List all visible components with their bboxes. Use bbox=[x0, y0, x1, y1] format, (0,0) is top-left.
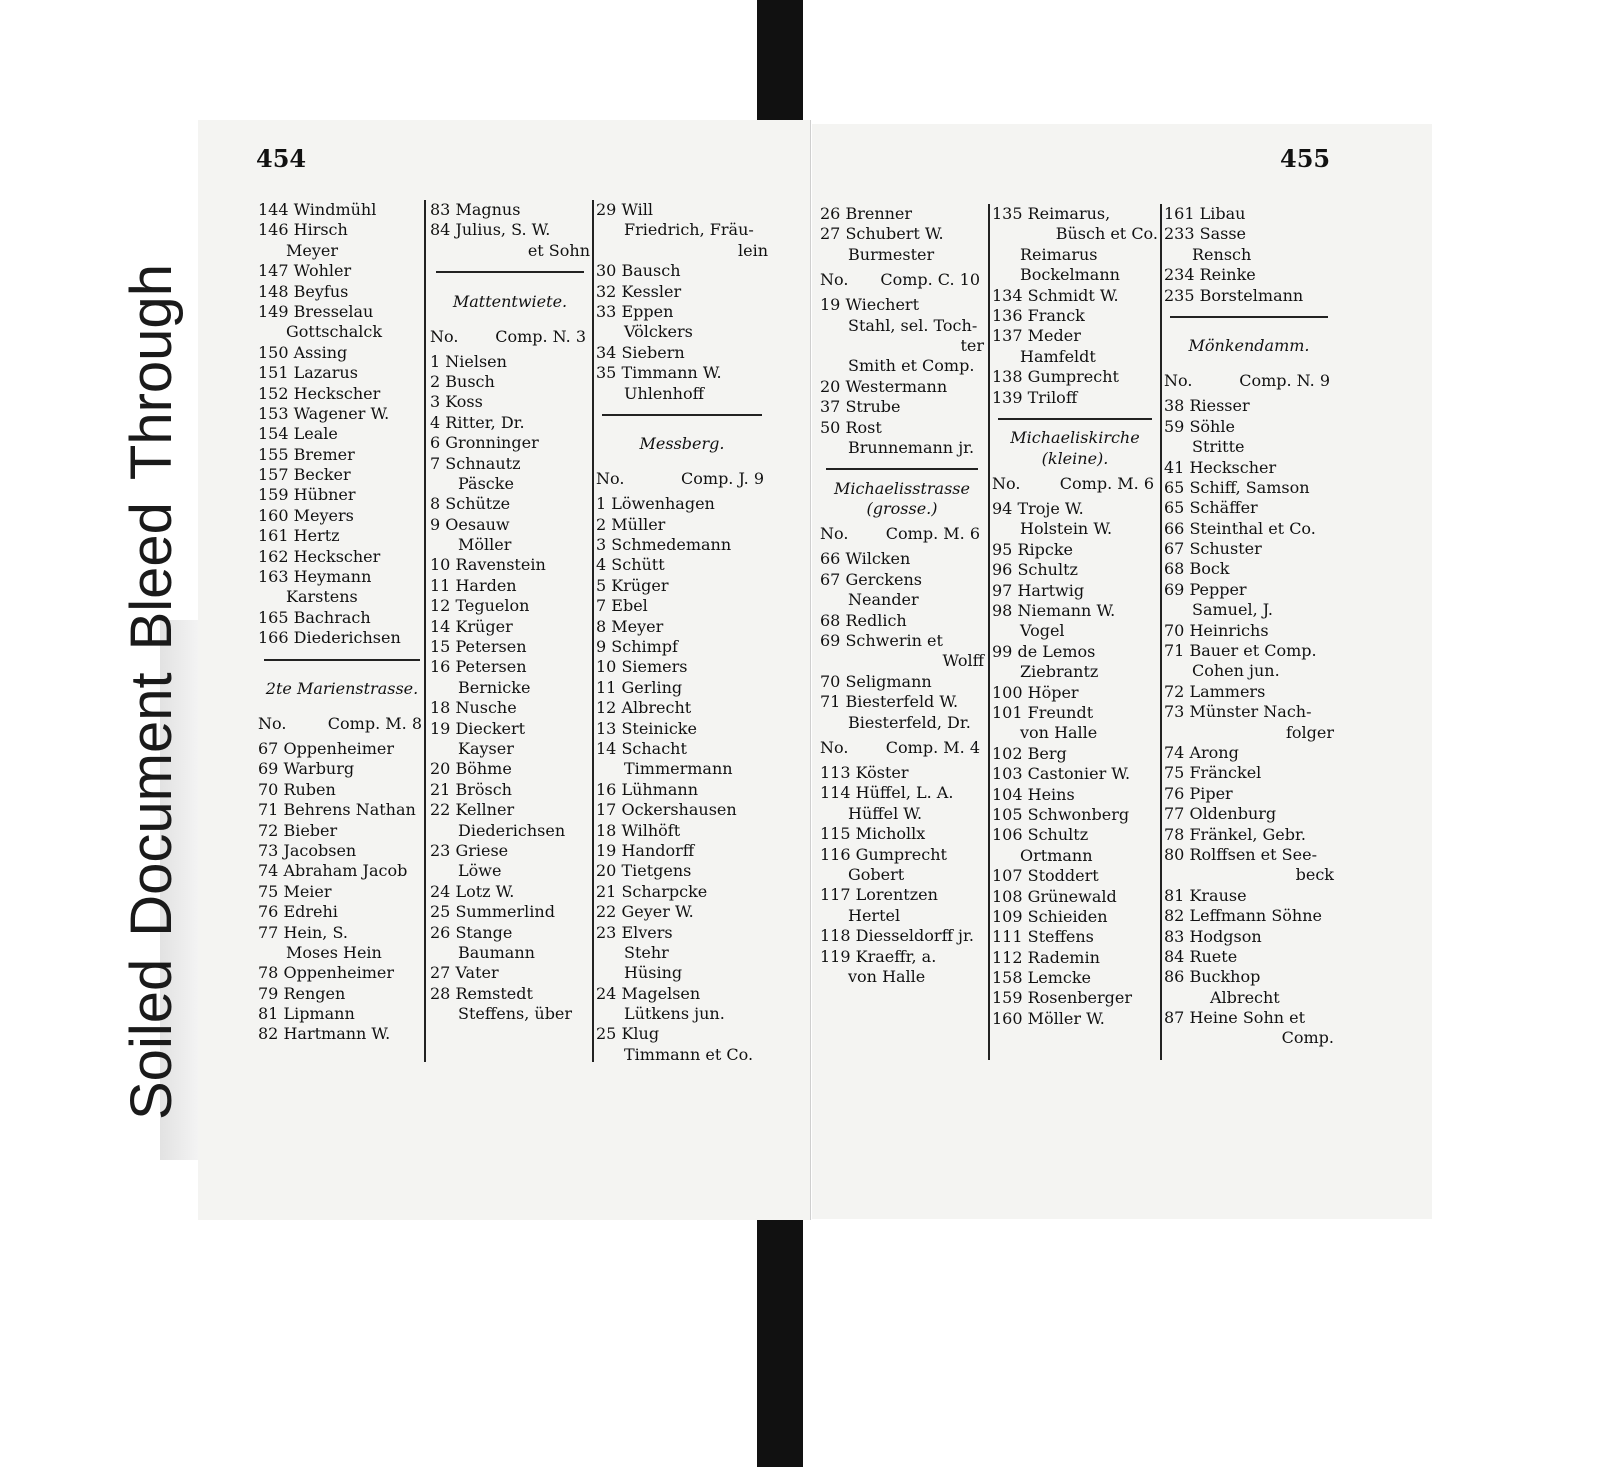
resident-continuation: Völckers bbox=[624, 322, 693, 342]
left-page bbox=[198, 120, 811, 1220]
resident-entry: 32 Kessler bbox=[596, 281, 682, 301]
resident-entry: 22 Kellner bbox=[430, 800, 515, 820]
resident-continuation: Baumann bbox=[458, 942, 535, 962]
resident-entry: 76 Piper bbox=[1164, 783, 1233, 803]
street-heading: Messberg. bbox=[639, 434, 725, 454]
resident-entry: 152 Heckscher bbox=[258, 383, 381, 403]
resident-entry: 7 Schnautz bbox=[430, 453, 521, 473]
resident-continuation: Biesterfeld, Dr. bbox=[848, 712, 971, 732]
company-header bbox=[430, 322, 590, 352]
resident-continuation: Möller bbox=[458, 535, 512, 555]
stamp-word: Through bbox=[119, 264, 184, 481]
resident-entry: 66 Wilcken bbox=[820, 549, 911, 569]
resident-continuation: Albrecht bbox=[1210, 987, 1280, 1007]
resident-entry: 135 Reimarus, bbox=[992, 204, 1111, 223]
resident-entry: 1 Nielsen bbox=[430, 351, 507, 371]
stamp-word: Document bbox=[119, 672, 184, 937]
resident-entry: 96 Schultz bbox=[992, 560, 1078, 580]
resident-entry: 10 Siemers bbox=[596, 657, 688, 677]
resident-entry: 74 Abraham Jacob bbox=[258, 861, 408, 881]
resident-entry: 18 Nusche bbox=[430, 698, 517, 718]
resident-continuation: folger bbox=[1285, 722, 1334, 742]
company-code: Comp. M. 6 bbox=[1059, 474, 1154, 494]
directory-column bbox=[992, 204, 1158, 1029]
resident-entry: 3 Schmedemann bbox=[596, 535, 732, 555]
resident-entry: 19 Dieckert bbox=[430, 718, 526, 738]
resident-entry: 2 Müller bbox=[596, 514, 666, 534]
resident-continuation: lein bbox=[737, 240, 768, 260]
resident-continuation: Hertel bbox=[848, 905, 901, 925]
resident-entry: 98 Niemann W. bbox=[992, 601, 1116, 621]
resident-continuation: von Halle bbox=[1020, 723, 1098, 743]
company-header bbox=[820, 265, 984, 295]
resident-entry: 35 Timmann W. bbox=[596, 363, 722, 383]
resident-continuation: Lütkens jun. bbox=[624, 1004, 725, 1024]
number-label: No. bbox=[258, 713, 287, 733]
resident-entry: 23 Griese bbox=[430, 840, 509, 860]
resident-entry: 71 Behrens Nathan bbox=[258, 800, 416, 820]
company-code: Comp. N. 9 bbox=[1239, 371, 1330, 391]
resident-entry: 151 Lazarus bbox=[258, 363, 358, 383]
resident-entry: 158 Lemcke bbox=[992, 968, 1092, 988]
resident-entry: 103 Castonier W. bbox=[992, 764, 1131, 784]
resident-entry: 8 Schütze bbox=[430, 494, 511, 514]
resident-entry: 161 Libau bbox=[1164, 204, 1246, 223]
resident-entry: 33 Eppen bbox=[596, 301, 674, 321]
resident-entry: 15 Petersen bbox=[430, 637, 527, 657]
resident-entry: 84 Julius, S. W. bbox=[430, 220, 551, 240]
resident-entry: 118 Diesseldorff jr. bbox=[820, 926, 974, 946]
resident-continuation: Timmermann bbox=[624, 759, 733, 779]
resident-entry: 146 Hirsch bbox=[258, 220, 348, 240]
resident-entry: 78 Oppenheimer bbox=[258, 963, 394, 983]
resident-entry: 69 Pepper bbox=[1164, 579, 1247, 599]
resident-entry: 11 Gerling bbox=[596, 677, 683, 697]
resident-entry: 41 Heckscher bbox=[1164, 457, 1277, 477]
resident-entry: 155 Bremer bbox=[258, 444, 355, 464]
resident-entry: 166 Diederichsen bbox=[258, 628, 401, 648]
directory-column bbox=[430, 200, 590, 1024]
resident-continuation: Rensch bbox=[1192, 244, 1252, 264]
resident-entry: 7 Ebel bbox=[596, 596, 648, 616]
resident-entry: 65 Schiff, Samson bbox=[1164, 477, 1310, 497]
resident-entry: 106 Schultz bbox=[992, 825, 1089, 845]
resident-entry: 73 Jacobsen bbox=[258, 840, 357, 860]
street-heading: 2te Marienstrasse. bbox=[265, 678, 419, 698]
resident-entry: 81 Krause bbox=[1164, 885, 1247, 905]
resident-entry: 94 Troje W. bbox=[992, 499, 1084, 519]
resident-entry: 20 Tietgens bbox=[596, 861, 692, 881]
resident-entry: 3 Koss bbox=[430, 392, 483, 412]
resident-entry: 99 de Lemos bbox=[992, 641, 1096, 661]
resident-entry: 4 Schütt bbox=[596, 555, 665, 575]
resident-entry: 116 Gumprecht bbox=[820, 844, 947, 864]
resident-continuation: Wolff bbox=[942, 651, 984, 671]
resident-entry: 76 Edrehi bbox=[258, 902, 338, 922]
resident-entry: 160 Meyers bbox=[258, 505, 354, 525]
resident-continuation: Hüsing bbox=[624, 963, 683, 983]
page-number: 455 bbox=[1280, 144, 1331, 173]
resident-entry: 107 Stoddert bbox=[992, 866, 1099, 886]
company-header bbox=[1164, 366, 1334, 396]
resident-entry: 70 Seligmann bbox=[820, 671, 932, 691]
number-label: No. bbox=[1164, 371, 1193, 391]
resident-entry: 24 Lotz W. bbox=[430, 881, 515, 901]
number-label: No. bbox=[820, 270, 849, 290]
street-heading: Michaeliskirche (kleine). bbox=[1010, 428, 1140, 468]
resident-entry: 68 Redlich bbox=[820, 610, 907, 630]
resident-continuation: Holstein W. bbox=[1020, 519, 1113, 539]
directory-column bbox=[1164, 204, 1334, 1049]
resident-entry: 138 Gumprecht bbox=[992, 367, 1119, 387]
resident-entry: 83 Hodgson bbox=[1164, 926, 1262, 946]
resident-entry: 75 Fränckel bbox=[1164, 763, 1262, 783]
resident-entry: 78 Fränkel, Gebr. bbox=[1164, 824, 1306, 844]
resident-entry: 8 Meyer bbox=[596, 616, 664, 636]
resident-entry: 82 Leffmann Söhne bbox=[1164, 906, 1322, 926]
resident-continuation: Diederichsen bbox=[458, 820, 566, 840]
resident-entry: 70 Ruben bbox=[258, 779, 336, 799]
resident-continuation: Bernicke bbox=[458, 677, 531, 697]
resident-entry: 83 Magnus bbox=[430, 200, 521, 219]
column-divider bbox=[1160, 204, 1162, 1060]
company-code: Comp. M. 4 bbox=[885, 738, 980, 757]
resident-entry: 148 Beyfus bbox=[258, 281, 349, 301]
section-rule bbox=[1164, 306, 1334, 326]
resident-continuation: Vogel bbox=[1020, 621, 1065, 641]
resident-entry: 25 Klug bbox=[596, 1024, 660, 1044]
resident-entry: 20 Westermann bbox=[820, 376, 948, 396]
resident-entry: 6 Gronninger bbox=[430, 433, 539, 453]
resident-continuation: Päscke bbox=[458, 473, 514, 493]
company-header bbox=[820, 733, 984, 763]
resident-entry: 21 Brösch bbox=[430, 779, 512, 799]
section-rule bbox=[430, 261, 590, 281]
right-page bbox=[812, 124, 1432, 1219]
resident-entry: 74 Arong bbox=[1164, 742, 1239, 762]
company-code: Comp. M. 8 bbox=[327, 713, 422, 733]
resident-entry: 68 Bock bbox=[1164, 559, 1230, 579]
number-label: No. bbox=[820, 524, 849, 544]
resident-entry: 159 Hübner bbox=[258, 485, 356, 505]
number-label: No. bbox=[430, 326, 459, 346]
resident-entry: 72 Bieber bbox=[258, 820, 338, 840]
resident-continuation: Steffens, über bbox=[458, 1004, 573, 1024]
resident-continuation: Büsch et Co. bbox=[1055, 224, 1158, 244]
resident-entry: 50 Rost bbox=[820, 417, 882, 437]
resident-continuation: ter bbox=[960, 335, 984, 355]
resident-continuation: Bockelmann bbox=[1020, 265, 1120, 285]
resident-entry: 159 Rosenberger bbox=[992, 988, 1133, 1008]
stamp-word: Soiled bbox=[119, 958, 184, 1120]
resident-entry: 75 Meier bbox=[258, 881, 332, 901]
resident-continuation: beck bbox=[1295, 865, 1334, 885]
resident-entry: 67 Oppenheimer bbox=[258, 738, 394, 758]
resident-continuation: et Sohn bbox=[527, 240, 590, 260]
resident-entry: 100 Höper bbox=[992, 682, 1079, 702]
resident-continuation: Gottschalck bbox=[286, 322, 383, 342]
resident-continuation: Ortmann bbox=[1020, 845, 1093, 865]
resident-entry: 9 Oesauw bbox=[430, 514, 510, 534]
resident-entry: 19 Handorff bbox=[596, 840, 695, 860]
company-header bbox=[992, 469, 1158, 499]
number-label: No. bbox=[820, 738, 849, 757]
resident-entry: 16 Lühmann bbox=[596, 779, 698, 799]
resident-entry: 73 Münster Nach- bbox=[1164, 702, 1312, 722]
resident-entry: 147 Wohler bbox=[258, 261, 352, 281]
resident-entry: 17 Ockershausen bbox=[596, 800, 737, 820]
page-number: 454 bbox=[256, 144, 307, 173]
street-heading: Mönkendamm. bbox=[1188, 336, 1310, 356]
resident-entry: 28 Remstedt bbox=[430, 983, 533, 1003]
company-code: Comp. M. 6 bbox=[885, 524, 980, 544]
resident-entry: 34 Siebern bbox=[596, 342, 685, 362]
section-rule bbox=[258, 649, 426, 669]
resident-entry: 22 Geyer W. bbox=[596, 902, 694, 922]
resident-entry: 65 Schäffer bbox=[1164, 498, 1258, 518]
resident-entry: 71 Biesterfeld W. bbox=[820, 692, 959, 712]
resident-entry: 9 Schimpf bbox=[596, 637, 678, 657]
column-divider bbox=[988, 204, 990, 1060]
resident-continuation: Samuel, J. bbox=[1192, 600, 1273, 620]
resident-continuation: Neander bbox=[848, 590, 919, 610]
resident-entry: 77 Oldenburg bbox=[1164, 804, 1277, 824]
resident-continuation: Comp. bbox=[1281, 1028, 1334, 1048]
street-heading: Mattentwiete. bbox=[452, 291, 568, 311]
resident-entry: 115 Michollx bbox=[820, 824, 926, 844]
resident-entry: 144 Windmühl bbox=[258, 200, 377, 219]
resident-continuation: Moses Hein bbox=[286, 942, 382, 962]
resident-continuation: Stahl, sel. Toch- bbox=[848, 315, 978, 335]
resident-entry: 149 Bresselau bbox=[258, 301, 374, 321]
column-divider bbox=[592, 200, 594, 1062]
resident-continuation: Gobert bbox=[848, 864, 905, 884]
resident-continuation: Reimarus bbox=[1020, 244, 1098, 264]
resident-entry: 14 Krüger bbox=[430, 616, 513, 636]
resident-entry: 114 Hüffel, L. A. bbox=[820, 783, 954, 803]
resident-entry: 67 Schuster bbox=[1164, 539, 1262, 559]
resident-entry: 23 Elvers bbox=[596, 922, 673, 942]
resident-entry: 150 Assing bbox=[258, 342, 348, 362]
resident-entry: 86 Buckhop bbox=[1164, 967, 1261, 987]
resident-entry: 165 Bachrach bbox=[258, 607, 371, 627]
resident-entry: 72 Lammers bbox=[1164, 681, 1266, 701]
resident-entry: 162 Heckscher bbox=[258, 546, 381, 566]
stamp-word: Bleed bbox=[119, 502, 184, 651]
resident-continuation: Burmester bbox=[848, 244, 935, 264]
company-header bbox=[258, 709, 426, 739]
resident-entry: 113 Köster bbox=[820, 763, 909, 782]
resident-entry: 153 Wagener W. bbox=[258, 403, 390, 423]
resident-entry: 70 Heinrichs bbox=[1164, 620, 1269, 640]
resident-entry: 82 Hartmann W. bbox=[258, 1024, 391, 1044]
resident-entry: 97 Hartwig bbox=[992, 580, 1085, 600]
resident-continuation: Friedrich, Fräu- bbox=[624, 220, 754, 240]
resident-continuation: Brunnemann jr. bbox=[848, 437, 975, 457]
resident-entry: 108 Grünewald bbox=[992, 886, 1117, 906]
gutter-binding-bottom bbox=[757, 1198, 803, 1467]
resident-entry: 95 Ripcke bbox=[992, 539, 1073, 559]
resident-entry: 119 Kraeffr, a. bbox=[820, 946, 937, 966]
resident-entry: 12 Albrecht bbox=[596, 698, 692, 718]
resident-entry: 84 Ruete bbox=[1164, 946, 1238, 966]
resident-entry: 163 Heymann bbox=[258, 567, 372, 587]
resident-entry: 11 Harden bbox=[430, 575, 517, 595]
resident-entry: 102 Berg bbox=[992, 743, 1067, 763]
resident-entry: 77 Hein, S. bbox=[258, 922, 348, 942]
resident-entry: 160 Möller W. bbox=[992, 1008, 1105, 1028]
resident-continuation: Meyer bbox=[286, 240, 339, 260]
resident-entry: 101 Freundt bbox=[992, 703, 1094, 722]
resident-continuation: von Halle bbox=[848, 966, 926, 986]
resident-entry: 134 Schmidt W. bbox=[992, 285, 1119, 305]
resident-continuation: Karstens bbox=[286, 587, 358, 607]
resident-entry: 12 Teguelon bbox=[430, 596, 530, 616]
resident-entry: 30 Bausch bbox=[596, 261, 681, 281]
resident-continuation: Stritte bbox=[1192, 437, 1245, 457]
resident-entry: 10 Ravenstein bbox=[430, 555, 546, 575]
resident-entry: 71 Bauer et Comp. bbox=[1164, 641, 1317, 661]
resident-continuation: Cohen jun. bbox=[1192, 661, 1280, 681]
resident-entry: 16 Petersen bbox=[430, 657, 527, 677]
resident-entry: 14 Schacht bbox=[596, 738, 687, 758]
resident-entry: 109 Schieiden bbox=[992, 906, 1108, 926]
resident-entry: 157 Becker bbox=[258, 465, 351, 485]
resident-entry: 105 Schwonberg bbox=[992, 804, 1130, 824]
resident-entry: 139 Triloff bbox=[992, 387, 1078, 407]
resident-entry: 81 Lipmann bbox=[258, 1004, 355, 1024]
resident-entry: 161 Hertz bbox=[258, 526, 340, 546]
section-rule bbox=[992, 408, 1158, 428]
company-header bbox=[596, 464, 768, 494]
resident-entry: 80 Rolffsen et See- bbox=[1164, 844, 1317, 864]
resident-entry: 154 Leale bbox=[258, 424, 338, 444]
resident-entry: 117 Lorentzen bbox=[820, 885, 938, 905]
number-label: No. bbox=[596, 469, 625, 489]
resident-entry: 5 Krüger bbox=[596, 575, 669, 595]
company-code: Comp. N. 3 bbox=[495, 326, 586, 346]
directory-column bbox=[820, 204, 984, 987]
soiled-document-stamp bbox=[119, 120, 184, 1120]
gutter-binding-top bbox=[757, 0, 803, 125]
resident-entry: 111 Steffens bbox=[992, 927, 1094, 947]
resident-entry: 69 Warburg bbox=[258, 759, 355, 779]
resident-entry: 69 Schwerin et bbox=[820, 631, 943, 651]
resident-entry: 112 Rademin bbox=[992, 947, 1100, 967]
resident-entry: 235 Borstelmann bbox=[1164, 285, 1304, 305]
company-code: Comp. C. 10 bbox=[880, 270, 980, 290]
resident-entry: 27 Vater bbox=[430, 963, 499, 983]
resident-continuation: Stehr bbox=[624, 942, 669, 962]
resident-entry: 25 Summerlind bbox=[430, 902, 555, 922]
directory-column bbox=[596, 200, 768, 1065]
resident-entry: 137 Meder bbox=[992, 326, 1081, 346]
resident-entry: 29 Will bbox=[596, 200, 653, 219]
resident-entry: 104 Heins bbox=[992, 784, 1075, 804]
resident-continuation: Kayser bbox=[458, 738, 514, 758]
resident-continuation: Ziebrantz bbox=[1020, 662, 1099, 682]
resident-continuation: Hüffel W. bbox=[848, 803, 923, 823]
resident-entry: 234 Reinke bbox=[1164, 265, 1256, 285]
resident-entry: 87 Heine Sohn et bbox=[1164, 1008, 1306, 1028]
resident-entry: 26 Brenner bbox=[820, 204, 913, 223]
resident-entry: 233 Sasse bbox=[1164, 224, 1247, 244]
company-code: Comp. J. 9 bbox=[681, 469, 764, 489]
company-header bbox=[820, 519, 984, 549]
section-rule bbox=[820, 458, 984, 478]
resident-entry: 67 Gerckens bbox=[820, 569, 922, 589]
resident-entry: 79 Rengen bbox=[258, 983, 346, 1003]
resident-entry: 38 Riesser bbox=[1164, 396, 1250, 416]
resident-entry: 26 Stange bbox=[430, 922, 513, 942]
resident-entry: 27 Schubert W. bbox=[820, 224, 944, 244]
resident-entry: 19 Wiechert bbox=[820, 295, 920, 315]
directory-column bbox=[258, 200, 426, 1045]
resident-continuation: Hamfeldt bbox=[1020, 346, 1096, 366]
resident-entry: 13 Steinicke bbox=[596, 718, 697, 738]
resident-entry: 2 Busch bbox=[430, 371, 495, 391]
number-label: No. bbox=[992, 474, 1021, 494]
resident-entry: 59 Söhle bbox=[1164, 416, 1235, 436]
resident-entry: 4 Ritter, Dr. bbox=[430, 412, 525, 432]
resident-entry: 136 Franck bbox=[992, 305, 1085, 325]
resident-continuation: Smith et Comp. bbox=[848, 356, 975, 376]
resident-entry: 18 Wilhöft bbox=[596, 820, 681, 840]
resident-entry: 1 Löwenhagen bbox=[596, 494, 715, 514]
resident-continuation: Timmann et Co. bbox=[624, 1044, 754, 1064]
resident-continuation: Löwe bbox=[458, 861, 502, 881]
resident-entry: 66 Steinthal et Co. bbox=[1164, 518, 1316, 538]
resident-entry: 37 Strube bbox=[820, 397, 901, 417]
resident-entry: 20 Böhme bbox=[430, 759, 512, 779]
resident-entry: 21 Scharpcke bbox=[596, 881, 708, 901]
column-divider bbox=[424, 200, 426, 1062]
section-rule bbox=[596, 404, 768, 424]
resident-entry: 24 Magelsen bbox=[596, 983, 701, 1003]
street-heading: Michaelisstrasse (grosse.) bbox=[834, 478, 970, 519]
resident-continuation: Uhlenhoff bbox=[624, 383, 704, 403]
